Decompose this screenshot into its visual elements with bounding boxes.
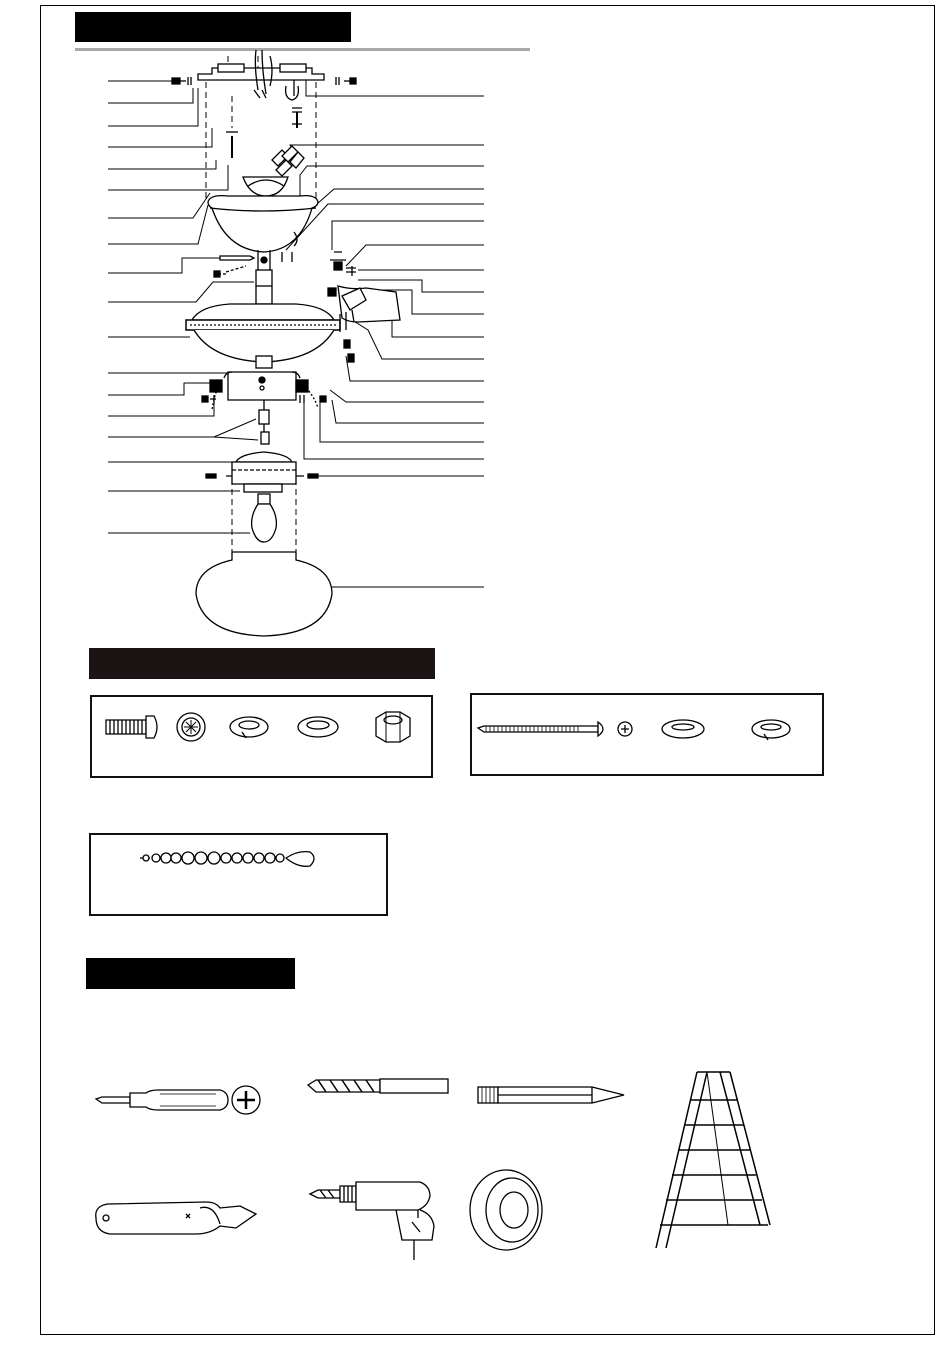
glass-shade: [196, 552, 332, 636]
hex-nut: [376, 712, 410, 742]
mounting-bracket: [198, 50, 324, 100]
flat-washer-small: [662, 720, 704, 738]
exploded-view: [108, 50, 484, 636]
bolt: [106, 716, 157, 738]
lock-washer: [230, 717, 268, 738]
utility-knife-icon: [96, 1202, 256, 1234]
light-kit-plate: [206, 452, 318, 492]
downrod: [256, 270, 272, 304]
pencil-icon: [478, 1087, 624, 1103]
step-ladder-icon: [656, 1072, 770, 1248]
light-bulb: [252, 494, 277, 542]
power-drill-icon: [310, 1182, 434, 1260]
pull-chain-with-fob: [140, 852, 314, 867]
long-mounting-screw: [478, 722, 603, 736]
star-washer: [177, 713, 205, 741]
mounting-hardware-items: [478, 720, 790, 740]
motor-housing: [186, 304, 340, 368]
ball-hanger: [243, 177, 288, 196]
electrical-tape-icon: [470, 1170, 542, 1250]
flat-washer: [298, 717, 338, 737]
phillips-screwdriver-icon: [96, 1086, 260, 1114]
blade-hardware-items: [106, 712, 410, 742]
wire-connectors: [272, 146, 304, 176]
blade-assembly: [328, 252, 400, 362]
lock-washer-small: [752, 720, 790, 740]
wire-connector: [259, 400, 269, 444]
switch-housing: [202, 372, 326, 403]
drill-bit-icon: [308, 1079, 448, 1093]
star-washer-small: [618, 722, 632, 736]
